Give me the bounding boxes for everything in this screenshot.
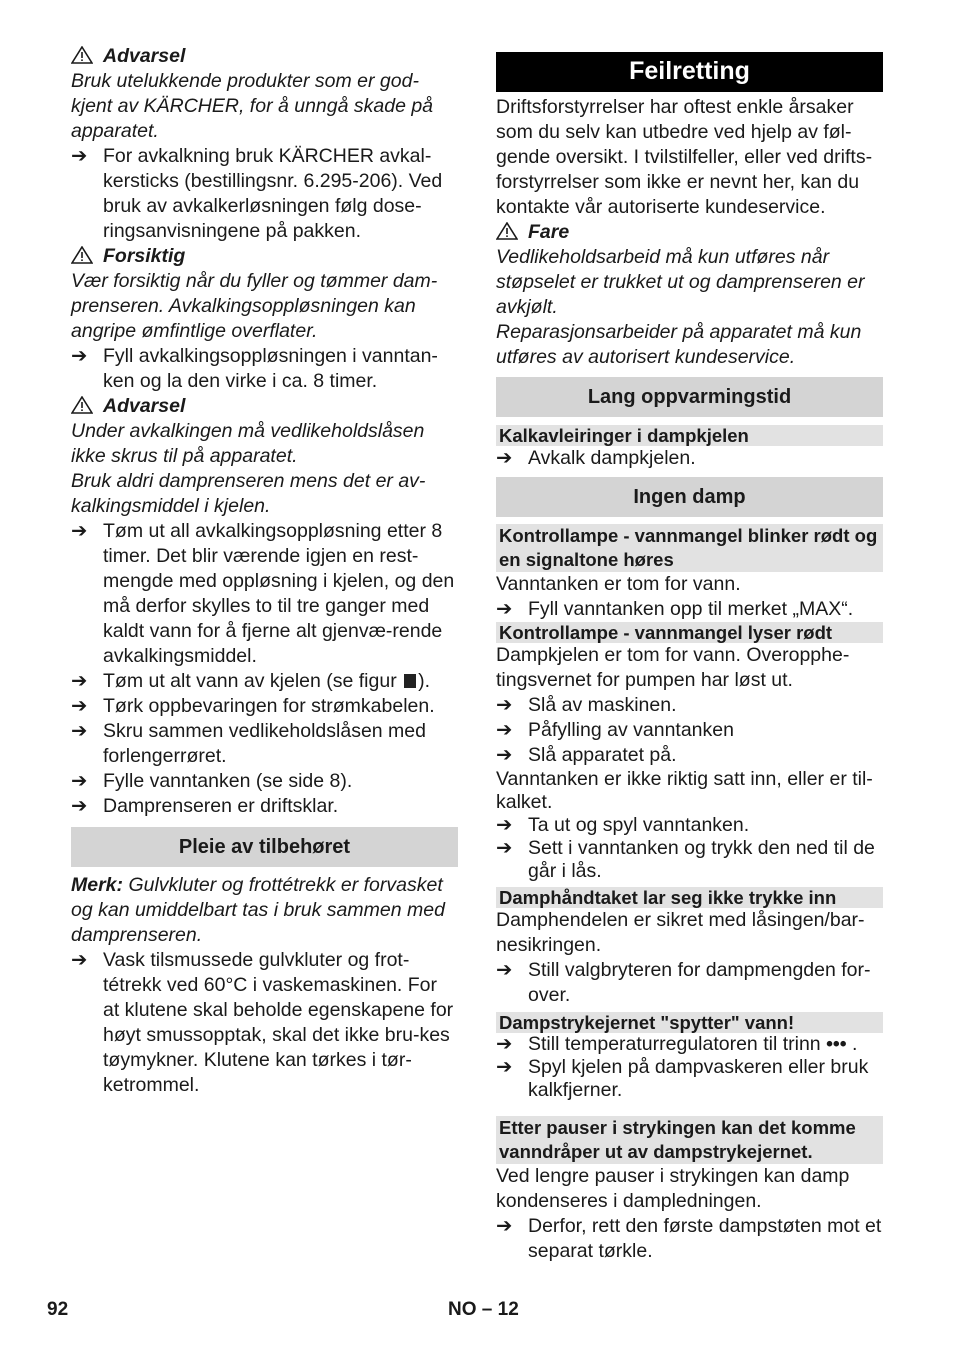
list-item: ➔ Derfor, rett den første dampstøten mot et separat tørkle. (496, 1215, 882, 1262)
section-heading-no-steam: Ingen damp (496, 477, 883, 517)
arrow-icon: ➔ (71, 145, 88, 167)
subheading: Dampstrykejernet "spytter" vann! (496, 1012, 883, 1033)
danger-text: Vedlikeholdsarbeid må kun utføres når støpselet er trukket ut og damprenseren er avkjølt. (496, 246, 865, 318)
page-number: 92 (47, 1299, 69, 1320)
danger-heading (496, 220, 883, 245)
warning-triangle-icon (71, 396, 93, 414)
list-item: ➔ Påfylling av vanntanken (496, 719, 734, 741)
section-heading-heating: Lang oppvarmingstid (496, 377, 883, 417)
paragraph: Ved lengre pauser i strykingen kan damp kondenseres i dampledningen. (496, 1165, 850, 1212)
list-item: ➔ Fyll vanntanken opp til merket „MAX“. (496, 598, 854, 620)
temperature-dots-icon: ••• (826, 1033, 847, 1055)
warning-title: Forsiktig (103, 245, 186, 267)
paragraph: Vanntanken er ikke riktig satt inn, eller er til-kalket. (496, 768, 873, 813)
warning-triangle-icon (71, 46, 93, 64)
warning-text: Vær forsiktig når du fyller og tømmer dam-prenseren. Avkalkingsoppløsningen kan angripe ømfintlige overflater. (71, 270, 438, 342)
list-item: ➔ Avkalk dampkjelen. (496, 447, 696, 469)
step-list (496, 597, 883, 622)
danger-title: Fare (528, 221, 570, 243)
list-item: ➔ Still temperaturregulatoren til trinn ••• . (496, 1033, 858, 1055)
arrow-icon: ➔ (496, 598, 513, 620)
step-list (496, 958, 883, 1008)
subheading: Etter pauser i strykingen kan det komme vanndråper ut av dampstrykejernet. (496, 1116, 883, 1164)
arrow-icon: ➔ (71, 345, 88, 367)
arrow-icon: ➔ (496, 694, 513, 716)
list-item: ➔ Damprenseren er driftsklar. (71, 795, 339, 817)
arrow-icon: ➔ (71, 695, 88, 717)
subheading: Damphåndtaket lar seg ikke trykke inn (496, 887, 883, 908)
arrow-icon: ➔ (71, 770, 88, 792)
arrow-icon: ➔ (496, 837, 513, 859)
warning-title: Advarsel (103, 395, 186, 417)
step-list (71, 144, 458, 244)
list-item: ➔ For avkalkning bruk KÄRCHER avkal-kersticks (bestillingsnr. 6.295-206). Ved bruk av avkalkerløsningen følg dose-ringsanvisningene på pakken. (71, 145, 443, 242)
danger-text: Reparasjonsarbeider på apparatet må kun utføres av autorisert kundeservice. (496, 321, 862, 368)
list-item: ➔ Tøm ut all avkalkingsoppløsning etter 8 timer. Det blir værende igjen en rest-mengde med oppløsning i kjelen, og den må derfor skylles to til tre ganger med kaldt vann for å fjerne alt gjenvæ-rende avkalkingsmiddel. (71, 520, 455, 667)
arrow-icon: ➔ (496, 959, 513, 981)
warning-heading-3 (71, 394, 458, 419)
left-column (71, 44, 458, 1098)
arrow-icon: ➔ (71, 795, 88, 817)
list-item: ➔ Slå av maskinen. (496, 694, 677, 716)
arrow-icon: ➔ (496, 744, 513, 766)
arrow-icon: ➔ (71, 949, 88, 971)
warning-title: Advarsel (103, 45, 186, 67)
intro-paragraph: Driftsforstyrrelser har oftest enkle årsaker som du selv kan utbedre ved hjelp av føl-gende oversikt. I tvilstilfeller, eller ved drifts-forstyrrelser som ikke er nevnt her, kan du kontakte vår autoriserte kundeservice. (496, 96, 873, 218)
arrow-icon: ➔ (71, 720, 88, 742)
subheading: Kontrollampe - vannmangel lyser rødt (496, 622, 883, 643)
list-item: ➔ Fylle vanntanken (se side 8). (71, 770, 353, 792)
subheading: Kontrollampe - vannmangel blinker rødt og en signaltone høres (496, 524, 883, 572)
figure-reference-icon (404, 674, 416, 688)
arrow-icon: ➔ (71, 520, 88, 542)
note-label: Merk: (71, 874, 124, 896)
arrow-icon: ➔ (496, 1215, 513, 1237)
subheading: Kalkavleiringer i dampkjelen (496, 425, 883, 446)
step-list (496, 446, 883, 471)
section-page-label: NO – 12 (448, 1299, 519, 1320)
warning-text: Under avkalkingen må vedlikeholdslåsen ikke skrus til på apparatet. (71, 420, 425, 467)
page-title: Feilretting (496, 52, 883, 92)
arrow-icon: ➔ (496, 814, 513, 836)
warning-triangle-icon (496, 222, 518, 240)
list-item: ➔ Vask tilsmussede gulvkluter og frot-tétrekk ved 60°C i vaskemaskinen. For at klutene skal beholde egenskapene for høyt smussopptak, skal det ikke bru-kes tøymykner. Klutene kan tørkes i tør-ketrommel. (71, 949, 454, 1096)
warning-text: Bruk utelukkende produkter som er god-kjent av KÄRCHER, for å unngå skade på apparatet. (71, 70, 434, 142)
list-item: ➔ Sett i vanntanken og trykk den ned til de går i lås. (496, 837, 875, 882)
arrow-icon: ➔ (496, 719, 513, 741)
step-list (496, 1214, 883, 1264)
step-list (496, 693, 883, 768)
arrow-icon: ➔ (496, 447, 513, 469)
paragraph: Vanntanken er tom for vann. (496, 573, 741, 595)
list-item: ➔ Tøm ut alt vann av kjelen (se figur ). (71, 670, 431, 692)
paragraph: Dampkjelen er tom for vann. Overopphe-tingsvernet for pumpen har løst ut. (496, 644, 850, 691)
list-item: ➔ Fyll avkalkingsoppløsningen i vanntan-ken og la den virke i ca. 8 timer. (71, 345, 438, 392)
step-list (496, 814, 883, 883)
note-paragraph: Merk: Gulvkluter og frottétrekk er forvasket og kan umiddelbart tas i bruk sammen med damprenseren. (71, 874, 445, 946)
list-item: ➔ Skru sammen vedlikeholdslåsen med forlengerrøret. (71, 720, 426, 767)
list-item: ➔ Still valgbryteren for dampmengden for-over. (496, 959, 871, 1006)
arrow-icon: ➔ (496, 1033, 513, 1055)
paragraph: Damphendelen er sikret med låsingen/bar-nesikringen. (496, 909, 865, 956)
step-list (71, 948, 458, 1098)
warning-heading-1 (71, 44, 458, 69)
step-list (71, 519, 458, 819)
list-item: ➔ Slå apparatet på. (496, 744, 677, 766)
list-item: ➔ Ta ut og spyl vanntanken. (496, 814, 750, 836)
warning-triangle-icon (71, 246, 93, 264)
section-heading-care: Pleie av tilbehøret (71, 827, 458, 867)
right-column (496, 52, 883, 1264)
step-list (71, 344, 458, 394)
step-list (496, 1033, 883, 1102)
warning-text: Bruk aldri damprenseren mens det er av-kalkingsmiddel i kjelen. (71, 470, 426, 517)
list-item: ➔ Tørk oppbevaringen for strømkabelen. (71, 695, 435, 717)
list-item: ➔ Spyl kjelen på dampvaskeren eller bruk kalkfjerner. (496, 1056, 869, 1101)
warning-heading-2 (71, 244, 458, 269)
arrow-icon: ➔ (71, 670, 88, 692)
arrow-icon: ➔ (496, 1056, 513, 1078)
